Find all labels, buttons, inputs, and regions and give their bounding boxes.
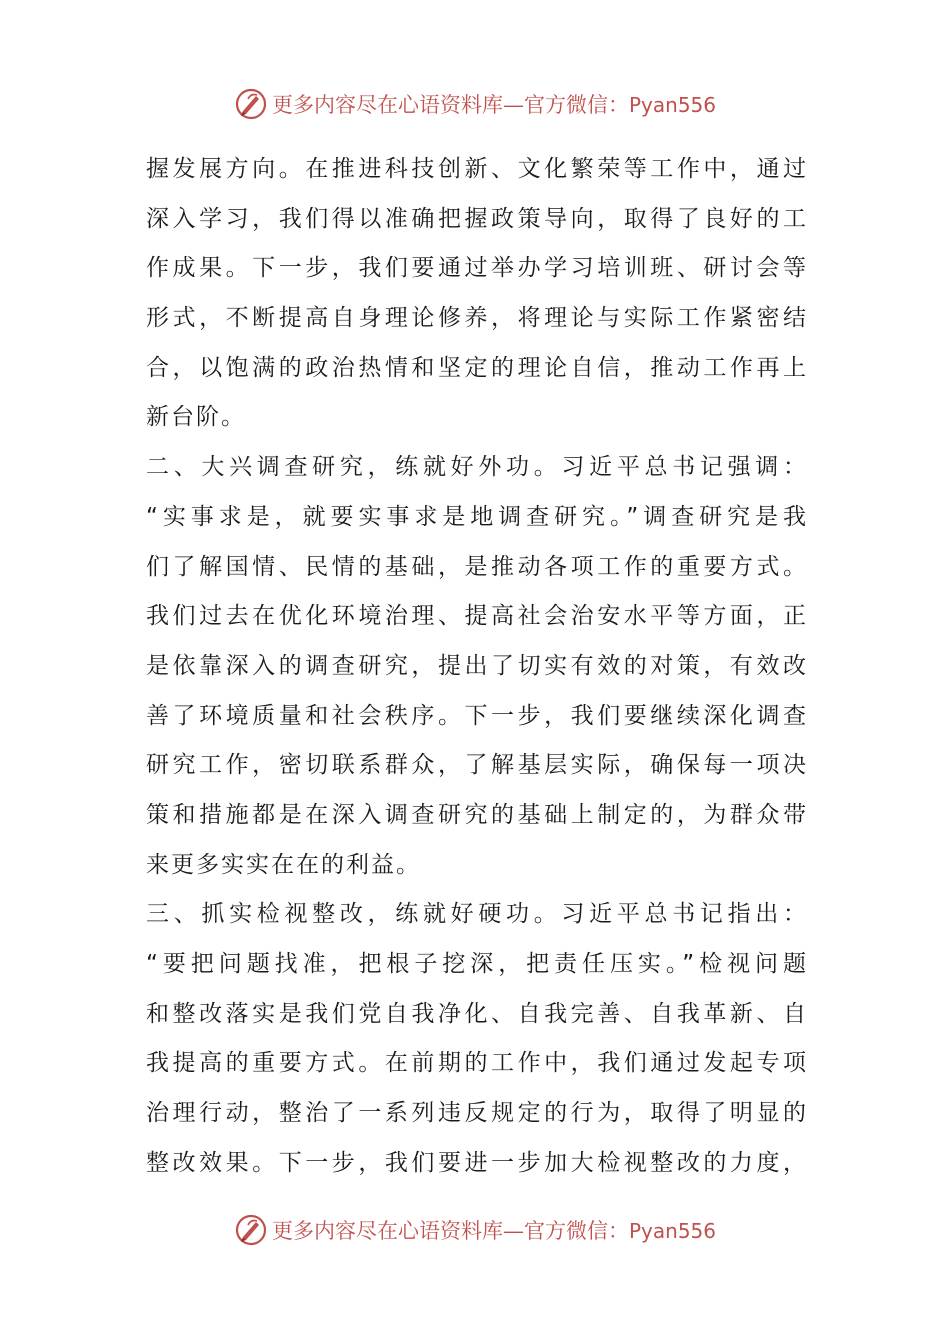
text-line: 和整改落实是我们党自我净化、自我完善、自我革新、自 xyxy=(146,1000,808,1027)
text-line: 来更多实实在在的利益。 xyxy=(146,851,421,878)
watermark-text xyxy=(272,1215,716,1245)
watermark-text xyxy=(272,89,716,119)
text-line: 们了解国情、民情的基础，是推动各项工作的重要方式。 xyxy=(146,553,808,580)
pen-seal-icon xyxy=(234,1213,268,1247)
text-line: 我提高的重要方式。在前期的工作中，我们通过发起专项 xyxy=(146,1050,808,1077)
text-line: 我们过去在优化环境治理、提高社会治安水平等方面，正 xyxy=(146,603,808,630)
section-heading-line: 三、抓实检视整改，练就好硬功。习近平总书记指出： xyxy=(146,901,808,928)
text-line: 治理行动，整治了一系列违反规定的行为，取得了明显的 xyxy=(146,1100,808,1127)
section-heading-line: 二、大兴调查研究，练就好外功。习近平总书记强调： xyxy=(146,454,808,481)
text-line: 是依靠深入的调查研究，提出了切实有效的对策，有效改 xyxy=(146,652,808,679)
text-line: 合，以饱满的政治热情和坚定的理论自信，推动工作再上 xyxy=(146,354,808,381)
text-line: 善了环境质量和社会秩序。下一步，我们要继续深化调查 xyxy=(146,702,808,729)
footer-watermark-banner xyxy=(0,1210,950,1250)
watermark-wechat-id: Pyan556 xyxy=(628,93,716,117)
text-line: 握发展方向。在推进科技创新、文化繁荣等工作中，通过 xyxy=(146,156,808,182)
text-line: 研究工作，密切联系群众，了解基层实际，确保每一项决 xyxy=(146,752,808,779)
text-line: 整改效果。下一步，我们要进一步加大检视整改的力度， xyxy=(146,1149,808,1176)
text-line: 作成果。下一步，我们要通过举办学习培训班、研讨会等 xyxy=(146,255,808,282)
header-watermark-banner xyxy=(0,84,950,124)
watermark-label: 更多内容尽在心语资料库—官方微信： xyxy=(271,93,629,117)
text-line: 深入学习，我们得以准确把握政策导向，取得了良好的工 xyxy=(146,205,808,232)
document-body xyxy=(146,145,808,1188)
text-line: “要把问题找准，把根子挖深，把责任压实。”检视问题 xyxy=(146,951,808,977)
text-line: 新台阶。 xyxy=(146,404,246,431)
text-line: “实事求是，就要实事求是地调查研究。”调查研究是我 xyxy=(146,503,808,530)
pen-seal-icon xyxy=(234,87,268,121)
text-line: 形式，不断提高自身理论修养，将理论与实际工作紧密结 xyxy=(146,305,808,332)
watermark-wechat-id: Pyan556 xyxy=(628,1219,716,1243)
text-line: 策和措施都是在深入调查研究的基础上制定的，为群众带 xyxy=(146,801,808,828)
watermark-label: 更多内容尽在心语资料库—官方微信： xyxy=(271,1219,629,1243)
